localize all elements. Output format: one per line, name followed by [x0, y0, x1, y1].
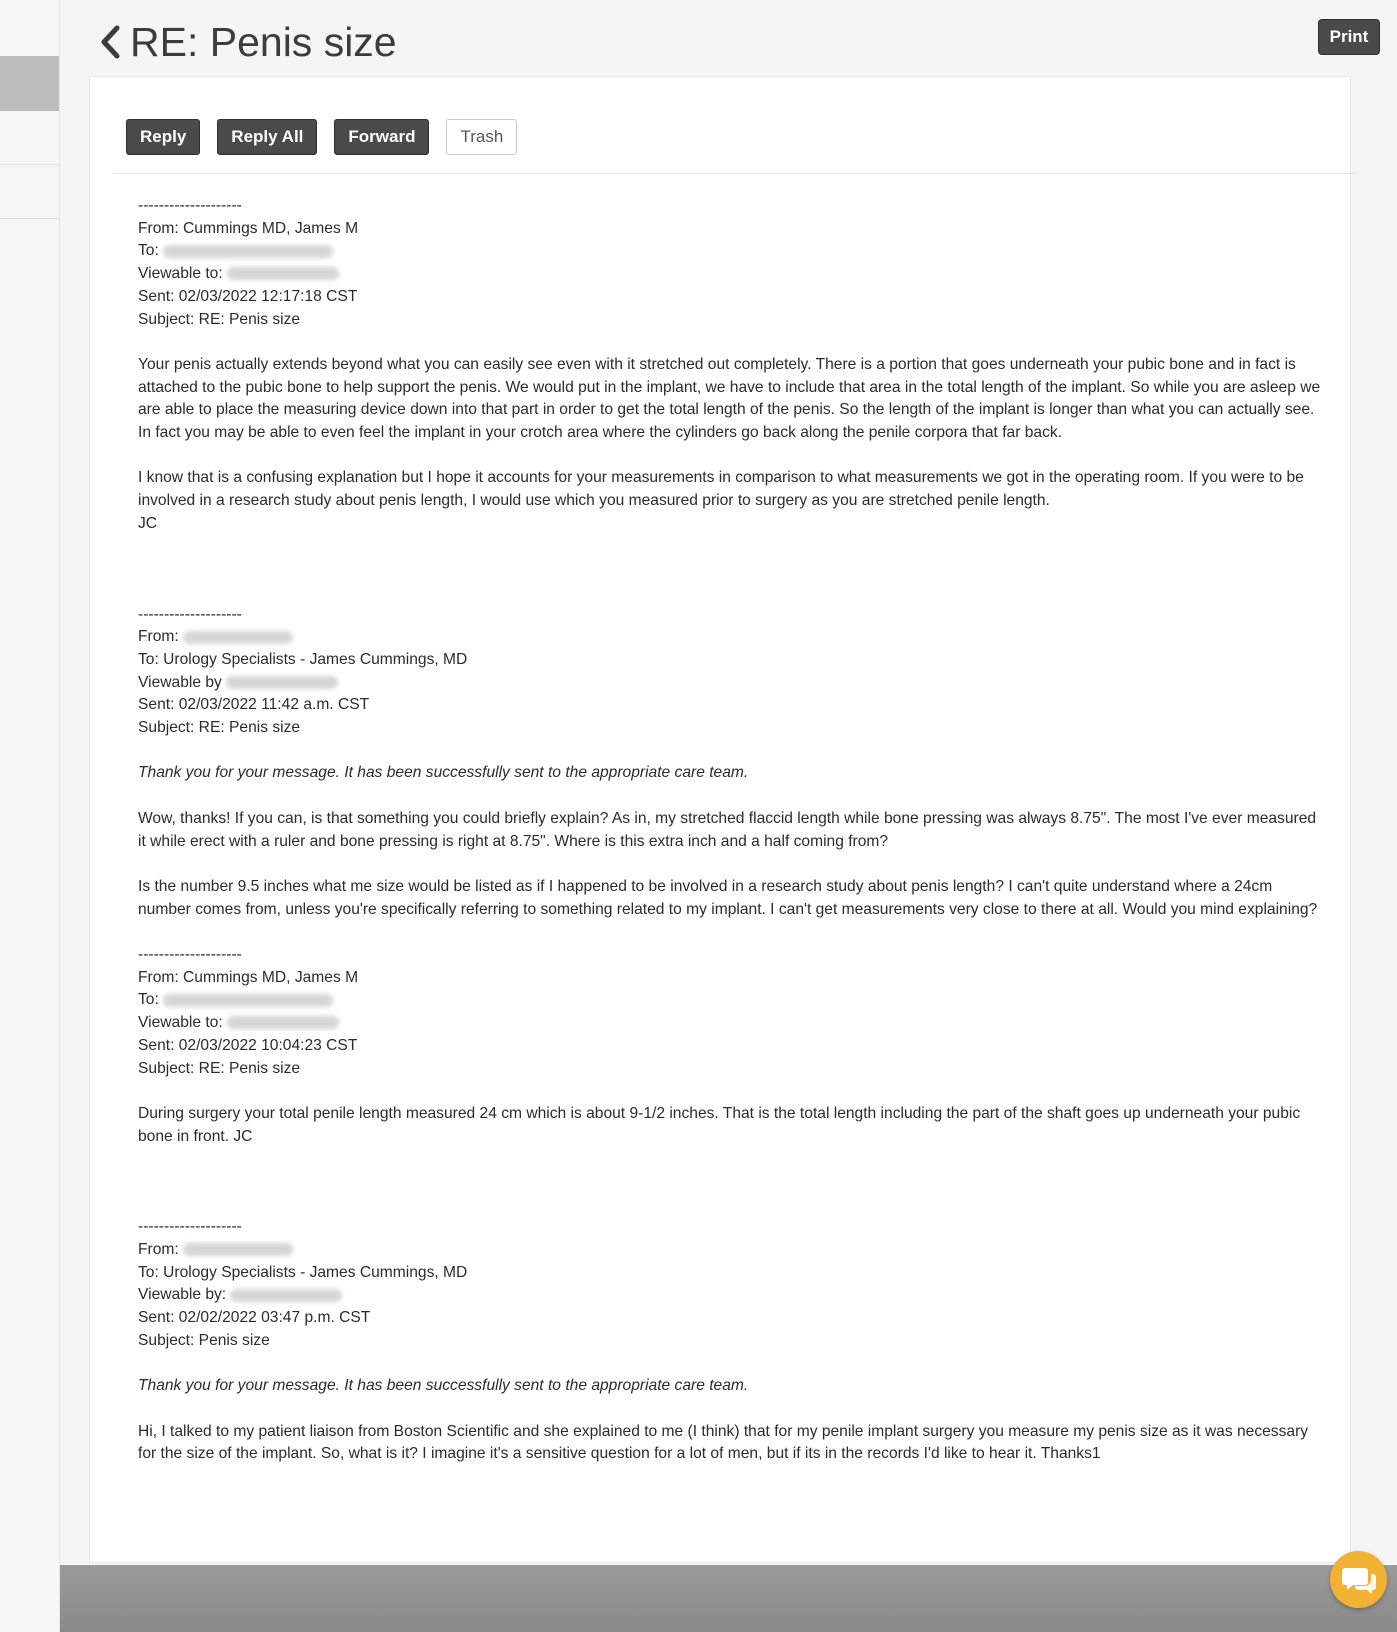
footer-band	[60, 1565, 1397, 1632]
nav-divider	[0, 164, 59, 165]
message-body: I know that is a confusing explanation but I hope it accounts for your measurements in comparison to what measurements we got in the operating room. If you were to be involved in a research study about penis length, I would use which you measured prior to surgery as you are stretched penile length. JC	[138, 469, 1304, 532]
viewable-line: Viewable by:	[138, 1284, 1328, 1307]
redacted-name	[183, 1243, 293, 1256]
message-thread	[138, 195, 1328, 1466]
from-line: From: Cummings MD, James M	[138, 219, 359, 237]
thread-message	[138, 944, 1328, 1216]
from-line: From:	[138, 1239, 1328, 1262]
sent-line: Sent: 02/02/2022 03:47 p.m. CST	[138, 1309, 371, 1327]
delivery-notice: Thank you for your message. It has been successfully sent to the appropriate care team.	[138, 1377, 749, 1395]
from-line: From:	[138, 626, 1328, 649]
message-body: During surgery your total penile length measured 24 cm which is about 9-1/2 inches. That is the total length including the part of the shaft goes up underneath your pubic bone in front. JC	[138, 1104, 1301, 1145]
page-header	[96, 14, 397, 70]
message-body: Hi, I talked to my patient liaison from Boston Scientific and she explained to me (I think) that for my penile implant surgery you measure my penis size as it was necessary for the size of the implant. So, what is it? I imagine it's a sensitive question for a lot of men, but if its in the records I'd like to hear it. Thanks1	[138, 1422, 1309, 1463]
redacted-name	[226, 676, 338, 689]
to-line: To: Urology Specialists - James Cummings, MD	[138, 1263, 468, 1281]
redacted-name	[163, 994, 333, 1007]
chevron-left-icon[interactable]	[96, 24, 124, 60]
thread-message	[138, 195, 1328, 604]
nav-item-active[interactable]	[0, 56, 59, 111]
subject-line: Subject: RE: Penis size	[138, 310, 301, 328]
from-line: From: Cummings MD, James M	[138, 968, 359, 986]
message-body: Your penis actually extends beyond what you can easily see even with it stretched out completely. There is a portion that goes underneath your pubic bone and in fact is attached to the pubic bone to help support the penis. We would put in the implant, we have to include that area in the total length of the implant. So while you are asleep we are able to place the measuring device down into that part in order to get the total length of the penis. So the length of the implant is longer than what you can actually see. In fact you may be able to even feel the implant in your crotch area where the cylinders go back along the penile corpora that far back.	[138, 355, 1321, 442]
subject-line: Subject: Penis size	[138, 1331, 270, 1349]
separator-line: --------------------	[138, 1218, 242, 1236]
sent-line: Sent: 02/03/2022 12:17:18 CST	[138, 287, 358, 305]
left-nav	[0, 0, 60, 1632]
subject-line: Subject: RE: Penis size	[138, 719, 301, 737]
chat-bubbles-icon[interactable]	[1330, 1551, 1387, 1608]
to-line: To:	[138, 240, 1328, 263]
message-toolbar	[126, 119, 517, 155]
thread-message	[138, 604, 1328, 944]
subject-line: Subject: RE: Penis size	[138, 1059, 301, 1077]
reply-all-button[interactable]: Reply All	[217, 119, 317, 155]
redacted-name	[230, 1289, 342, 1302]
to-line: To:	[138, 989, 1328, 1012]
nav-divider	[0, 218, 59, 219]
sent-line: Sent: 02/03/2022 11:42 a.m. CST	[138, 696, 370, 714]
redacted-name	[227, 1016, 339, 1029]
viewable-line: Viewable to:	[138, 1012, 1328, 1035]
separator-line: --------------------	[138, 197, 242, 214]
viewable-line: Viewable to:	[138, 263, 1328, 286]
page-title: RE: Penis size	[130, 19, 397, 65]
redacted-name	[227, 267, 339, 280]
sent-line: Sent: 02/03/2022 10:04:23 CST	[138, 1036, 358, 1054]
reply-button[interactable]: Reply	[126, 119, 200, 155]
redacted-name	[163, 245, 333, 258]
redacted-name	[183, 631, 293, 644]
print-button[interactable]: Print	[1318, 19, 1380, 55]
toolbar-divider	[114, 173, 1355, 174]
forward-button[interactable]: Forward	[334, 119, 429, 155]
viewable-line: Viewable by	[138, 672, 1328, 695]
separator-line: --------------------	[138, 946, 242, 963]
trash-button[interactable]: Trash	[446, 119, 517, 155]
message-body: Is the number 9.5 inches what me size would be listed as if I happened to be involved in a research study about penis length? I can't quite understand where a 24cm number comes from, unless you're specifically referring to something related to my implant. I can't get measurements very close to there at all. Would you mind explaining?	[138, 877, 1318, 918]
thread-message	[138, 1216, 1328, 1466]
separator-line: --------------------	[138, 605, 242, 623]
delivery-notice: Thank you for your message. It has been successfully sent to the appropriate care team.	[138, 764, 749, 782]
message-body: Wow, thanks! If you can, is that something you could briefly explain? As in, my stretched flaccid length while bone pressing was always 8.75". The most I've ever measured it while erect with a ruler and bone pressing is right at 8.75". Where is this extra inch and a half coming from?	[138, 809, 1317, 850]
message-card	[89, 76, 1351, 1563]
to-line: To: Urology Specialists - James Cummings, MD	[138, 650, 468, 668]
